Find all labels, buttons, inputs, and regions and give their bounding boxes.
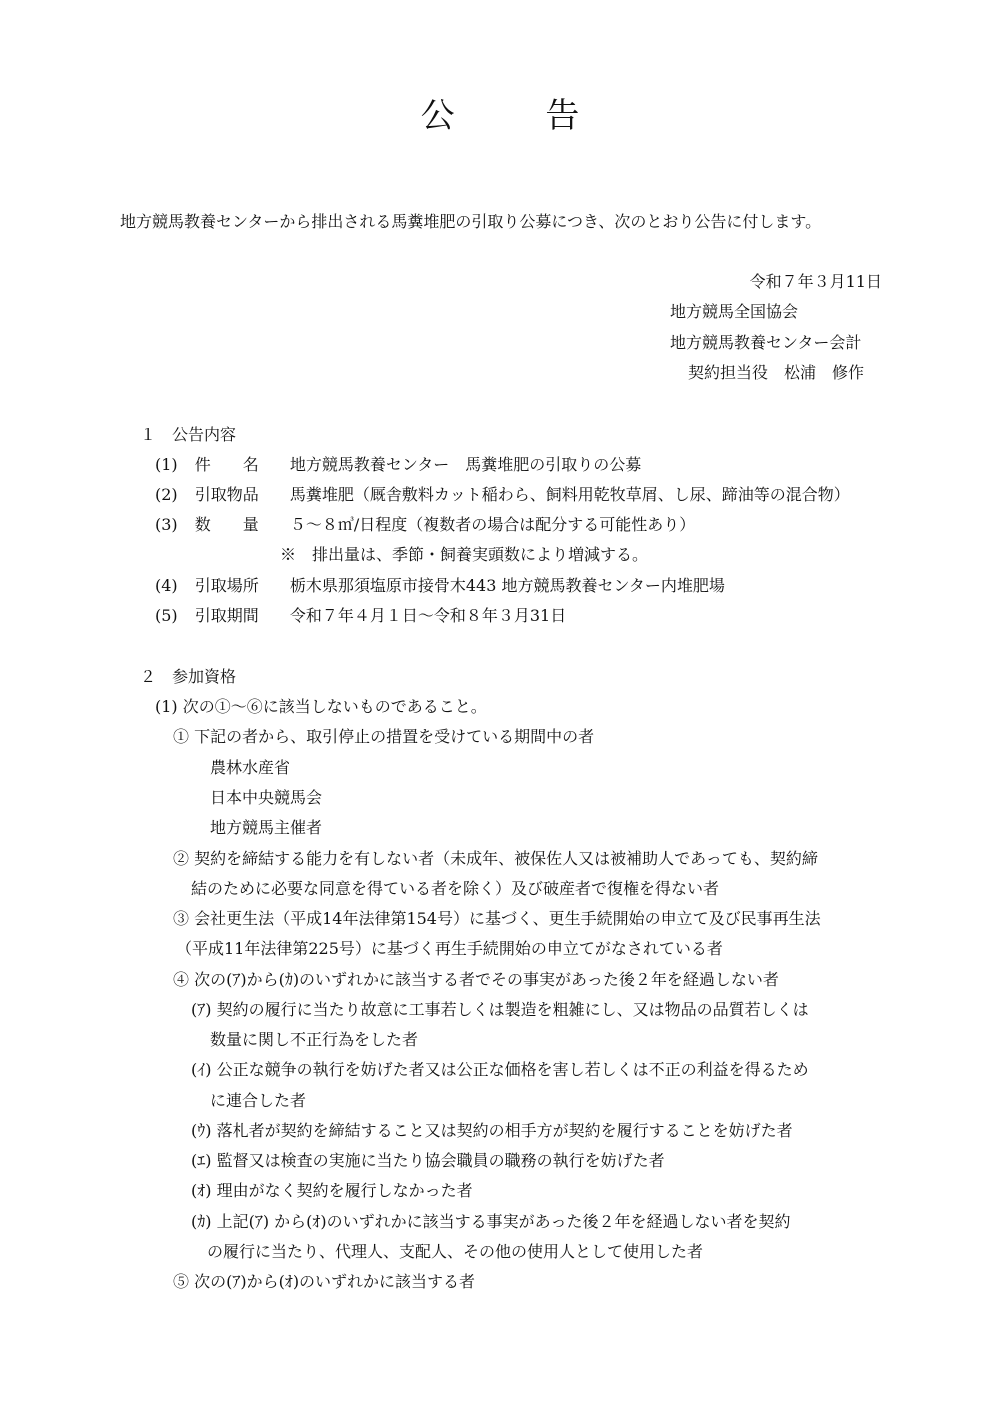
issuer-dept: 地方競馬教養センター会計 bbox=[670, 333, 862, 352]
sub-a-line-2: 数量に関し不正行為をした者 bbox=[210, 1030, 419, 1049]
condition-2-line-1: ② 契約を締結する能力を有しない者（未成年、被保佐人又は被補助人であっても、契約締 bbox=[173, 849, 818, 868]
issuer-officer: 契約担当役 松浦 修作 bbox=[688, 363, 865, 382]
item-label: 引取物品 bbox=[194, 485, 259, 504]
item-number: (2) bbox=[155, 485, 178, 504]
condition-1-list-item: 地方競馬主催者 bbox=[210, 818, 323, 837]
section1-item-1 bbox=[155, 455, 641, 475]
item-number: (4) bbox=[155, 576, 178, 595]
issue-date: 令和７年３月11日 bbox=[749, 272, 882, 291]
condition-3-line-1: ③ 会社更生法（平成14年法律第154号）に基づく、更生手続開始の申立て及び民事再生法 bbox=[173, 909, 821, 928]
item-number: (3) bbox=[155, 515, 178, 534]
sub-ka-line-2: の履行に当たり、代理人、支配人、その他の使用人として使用した者 bbox=[207, 1242, 704, 1261]
condition-1-list-item: 農林水産省 bbox=[210, 758, 291, 777]
sub-i-line-2: に連合した者 bbox=[210, 1091, 307, 1110]
condition-3-line-2: （平成11年法律第225号）に基づく再生手続開始の申立てがなされている者 bbox=[176, 939, 723, 958]
section1-item-4 bbox=[155, 576, 725, 596]
section1-item-2 bbox=[155, 485, 850, 505]
item-value: 令和７年４月１日～令和８年３月31日 bbox=[289, 606, 567, 625]
page-title: 公 告 bbox=[420, 96, 620, 136]
item-value: 地方競馬教養センター 馬糞堆肥の引取りの公募 bbox=[289, 455, 642, 474]
sub-o: (ｵ) 理由がなく契約を履行しなかった者 bbox=[191, 1181, 473, 1200]
issuer-org: 地方競馬全国協会 bbox=[670, 302, 799, 321]
condition-1: ① 下記の者から、取引停止の措置を受けている期間中の者 bbox=[173, 727, 595, 746]
section1-heading: １ 公告内容 bbox=[140, 425, 237, 444]
condition-4: ④ 次の(ｱ)から(ｶ)のいずれかに該当する者でその事実があった後２年を経過しない者 bbox=[173, 970, 779, 989]
intro-text: 地方競馬教養センターから排出される馬糞堆肥の引取り公募につき、次のとおり公告に付します。 bbox=[120, 212, 822, 231]
item-label: 引取場所 bbox=[194, 576, 259, 595]
item-label: 数 量 bbox=[194, 515, 259, 534]
sub-ka-line-1: (ｶ) 上記(ｱ) から(ｵ)のいずれかに該当する事実があった後２年を経過しない者を契約 bbox=[191, 1212, 791, 1231]
item-number: (1) bbox=[155, 455, 178, 474]
condition-2-line-2: 結のために必要な同意を得ている者を除く）及び破産者で復権を得ない者 bbox=[191, 879, 720, 898]
sub-u: (ｳ) 落札者が契約を締結すること又は契約の相手方が契約を履行することを妨げた者 bbox=[191, 1121, 793, 1140]
sub-i-line-1: (ｲ) 公正な競争の執行を妨げた者又は公正な価格を害し若しくは不正の利益を得るため bbox=[191, 1060, 809, 1079]
item-label: 引取期間 bbox=[194, 606, 259, 625]
sub-a-line-1: (ｱ) 契約の履行に当たり故意に工事若しくは製造を粗雑にし、又は物品の品質若しくは bbox=[191, 1000, 809, 1019]
section1-item-3 bbox=[155, 515, 695, 535]
condition-5: ⑤ 次の(ｱ)から(ｵ)のいずれかに該当する者 bbox=[173, 1272, 476, 1291]
section2-heading: ２ 参加資格 bbox=[140, 667, 237, 686]
condition-1-list-item: 日本中央競馬会 bbox=[210, 788, 323, 807]
section1-item-5 bbox=[155, 606, 566, 626]
item-value: 馬糞堆肥（厩舎敷料カット稲わら、飼料用乾牧草屑、し尿、蹄油等の混合物） bbox=[289, 485, 850, 504]
item-number: (5) bbox=[155, 606, 178, 625]
item-label: 件 名 bbox=[194, 455, 259, 474]
sub-e: (ｴ) 監督又は検査の実施に当たり協会職員の職務の執行を妨げた者 bbox=[191, 1151, 665, 1170]
item-value: ５～８㎥/日程度（複数者の場合は配分する可能性あり） bbox=[289, 515, 696, 534]
section2-sub1: (1) 次の①～⑥に該当しないものであること。 bbox=[155, 697, 487, 716]
quantity-note: ※ 排出量は、季節・飼養実頭数により増減する。 bbox=[280, 545, 649, 564]
item-value: 栃木県那須塩原市接骨木443 地方競馬教養センター内堆肥場 bbox=[289, 576, 725, 595]
